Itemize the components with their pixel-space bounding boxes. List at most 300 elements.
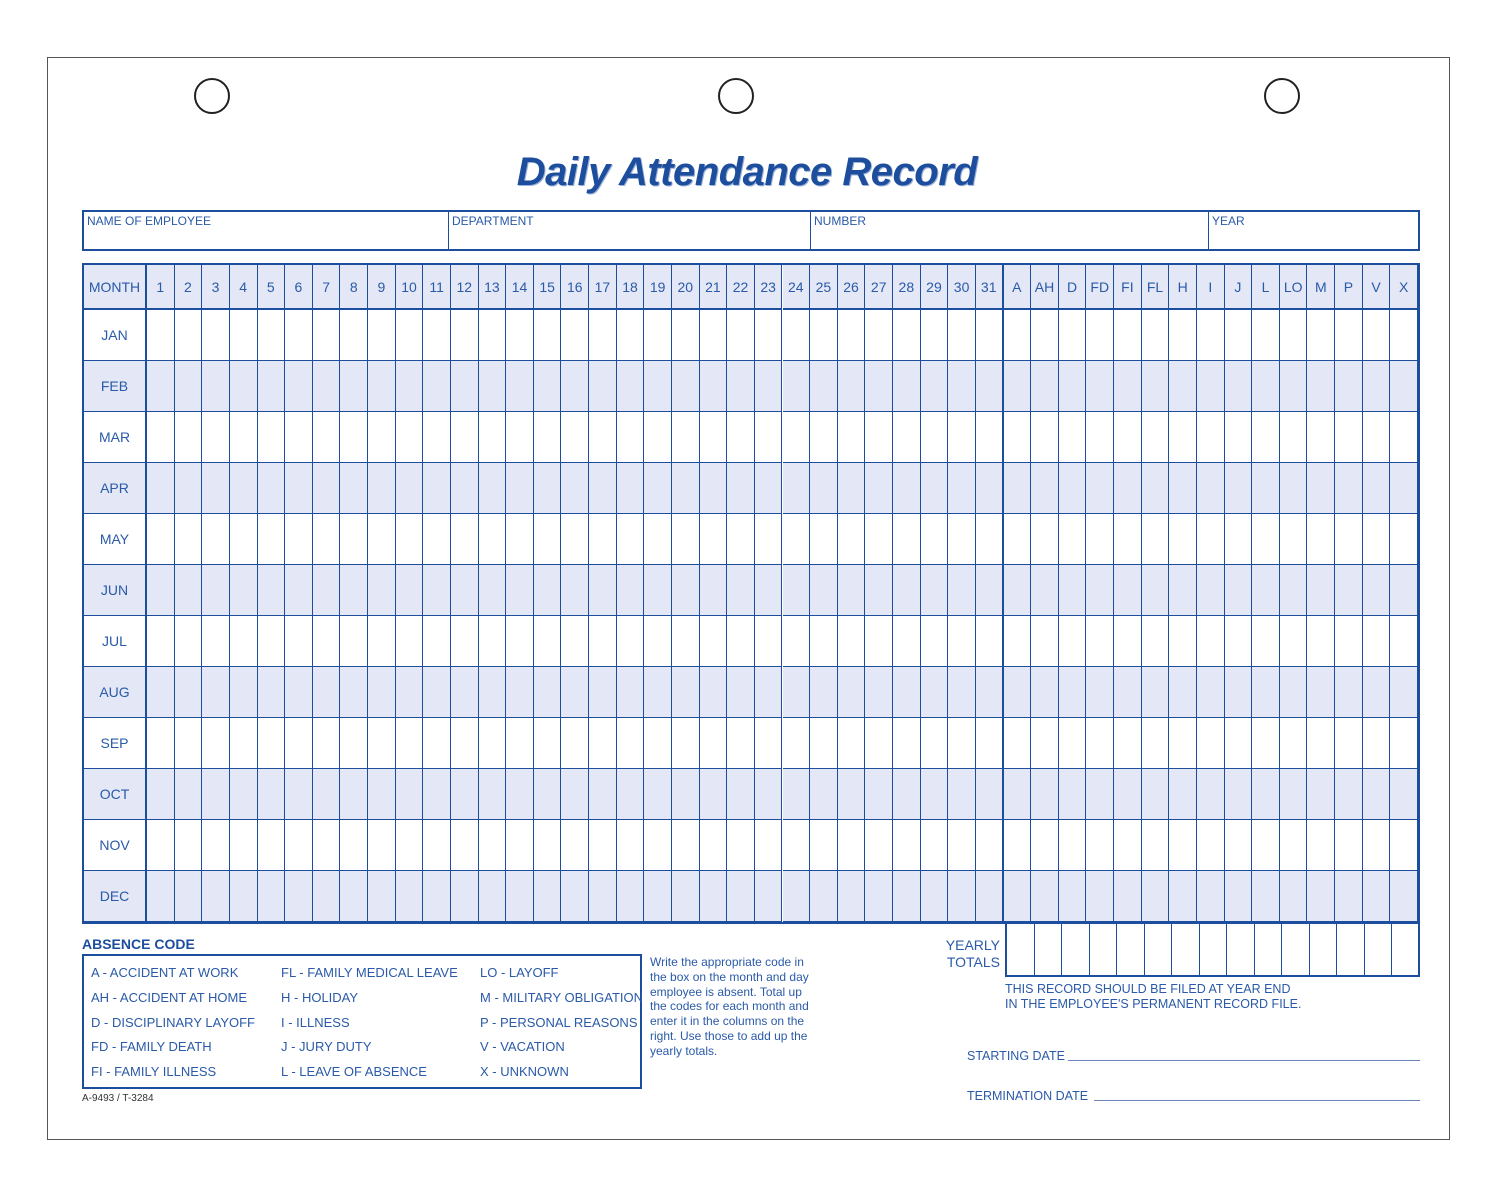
day-cell[interactable] — [423, 310, 451, 361]
day-cell[interactable] — [147, 616, 175, 667]
day-cell[interactable] — [976, 667, 1004, 718]
day-cell[interactable] — [506, 514, 534, 565]
day-cell[interactable] — [534, 514, 562, 565]
day-cell[interactable] — [727, 820, 755, 871]
day-cell[interactable] — [617, 565, 645, 616]
day-cell[interactable] — [230, 667, 258, 718]
code-total-cell[interactable] — [1307, 820, 1335, 871]
day-cell[interactable] — [175, 361, 203, 412]
day-cell[interactable] — [202, 871, 230, 922]
day-cell[interactable] — [644, 412, 672, 463]
code-total-cell[interactable] — [1252, 310, 1280, 361]
code-total-cell[interactable] — [1280, 514, 1308, 565]
day-cell[interactable] — [561, 514, 589, 565]
code-total-cell[interactable] — [1307, 310, 1335, 361]
code-total-cell[interactable] — [1142, 565, 1170, 616]
day-cell[interactable] — [948, 361, 976, 412]
day-cell[interactable] — [285, 463, 313, 514]
day-cell[interactable] — [534, 310, 562, 361]
day-cell[interactable] — [589, 820, 617, 871]
day-cell[interactable] — [561, 667, 589, 718]
code-total-cell[interactable] — [1086, 310, 1114, 361]
day-cell[interactable] — [479, 412, 507, 463]
day-cell[interactable] — [175, 769, 203, 820]
code-total-cell[interactable] — [1142, 310, 1170, 361]
day-cell[interactable] — [865, 820, 893, 871]
day-cell[interactable] — [893, 514, 921, 565]
day-cell[interactable] — [893, 769, 921, 820]
day-cell[interactable] — [368, 412, 396, 463]
day-cell[interactable] — [313, 514, 341, 565]
code-total-cell[interactable] — [1197, 820, 1225, 871]
day-cell[interactable] — [644, 616, 672, 667]
termination-date-input[interactable] — [1094, 1100, 1420, 1101]
day-cell[interactable] — [396, 769, 424, 820]
day-cell[interactable] — [423, 565, 451, 616]
code-total-cell[interactable] — [1390, 871, 1418, 922]
day-cell[interactable] — [672, 412, 700, 463]
day-cell[interactable] — [534, 769, 562, 820]
code-total-cell[interactable] — [1307, 616, 1335, 667]
day-cell[interactable] — [810, 361, 838, 412]
code-total-cell[interactable] — [1335, 361, 1363, 412]
day-cell[interactable] — [810, 310, 838, 361]
day-cell[interactable] — [506, 667, 534, 718]
day-cell[interactable] — [617, 616, 645, 667]
code-total-cell[interactable] — [1390, 412, 1418, 463]
day-cell[interactable] — [783, 310, 811, 361]
code-total-cell[interactable] — [1031, 820, 1059, 871]
day-cell[interactable] — [561, 718, 589, 769]
code-total-cell[interactable] — [1004, 361, 1032, 412]
day-cell[interactable] — [147, 871, 175, 922]
day-cell[interactable] — [589, 667, 617, 718]
code-total-cell[interactable] — [1169, 820, 1197, 871]
day-cell[interactable] — [423, 871, 451, 922]
day-cell[interactable] — [534, 871, 562, 922]
day-cell[interactable] — [479, 820, 507, 871]
day-cell[interactable] — [700, 667, 728, 718]
day-cell[interactable] — [368, 667, 396, 718]
day-cell[interactable] — [506, 820, 534, 871]
day-cell[interactable] — [755, 565, 783, 616]
day-cell[interactable] — [755, 871, 783, 922]
code-total-cell[interactable] — [1363, 871, 1391, 922]
code-total-cell[interactable] — [1307, 412, 1335, 463]
code-total-cell[interactable] — [1142, 718, 1170, 769]
day-cell[interactable] — [230, 820, 258, 871]
code-total-cell[interactable] — [1390, 514, 1418, 565]
code-total-cell[interactable] — [1031, 310, 1059, 361]
code-total-cell[interactable] — [1059, 718, 1087, 769]
day-cell[interactable] — [285, 565, 313, 616]
code-total-cell[interactable] — [1031, 616, 1059, 667]
day-cell[interactable] — [948, 871, 976, 922]
day-cell[interactable] — [534, 565, 562, 616]
day-cell[interactable] — [561, 412, 589, 463]
day-cell[interactable] — [396, 871, 424, 922]
day-cell[interactable] — [672, 514, 700, 565]
day-cell[interactable] — [479, 565, 507, 616]
code-total-cell[interactable] — [1390, 310, 1418, 361]
day-cell[interactable] — [589, 361, 617, 412]
code-total-cell[interactable] — [1335, 514, 1363, 565]
day-cell[interactable] — [672, 310, 700, 361]
day-cell[interactable] — [423, 361, 451, 412]
day-cell[interactable] — [202, 769, 230, 820]
day-cell[interactable] — [479, 718, 507, 769]
day-cell[interactable] — [838, 616, 866, 667]
code-total-cell[interactable] — [1059, 565, 1087, 616]
day-cell[interactable] — [644, 769, 672, 820]
day-cell[interactable] — [230, 871, 258, 922]
day-cell[interactable] — [451, 769, 479, 820]
day-cell[interactable] — [340, 463, 368, 514]
code-total-cell[interactable] — [1225, 361, 1253, 412]
day-cell[interactable] — [285, 667, 313, 718]
code-total-cell[interactable] — [1363, 667, 1391, 718]
code-total-cell[interactable] — [1390, 565, 1418, 616]
code-total-cell[interactable] — [1307, 361, 1335, 412]
day-cell[interactable] — [644, 310, 672, 361]
day-cell[interactable] — [976, 820, 1004, 871]
day-cell[interactable] — [313, 310, 341, 361]
day-cell[interactable] — [506, 310, 534, 361]
code-total-cell[interactable] — [1197, 361, 1225, 412]
day-cell[interactable] — [865, 514, 893, 565]
day-cell[interactable] — [202, 718, 230, 769]
code-total-cell[interactable] — [1252, 871, 1280, 922]
day-cell[interactable] — [147, 565, 175, 616]
day-cell[interactable] — [755, 463, 783, 514]
code-total-cell[interactable] — [1004, 769, 1032, 820]
day-cell[interactable] — [672, 667, 700, 718]
day-cell[interactable] — [948, 667, 976, 718]
day-cell[interactable] — [506, 463, 534, 514]
yearly-total-cell[interactable] — [1172, 923, 1200, 975]
code-total-cell[interactable] — [1252, 718, 1280, 769]
code-total-cell[interactable] — [1114, 667, 1142, 718]
day-cell[interactable] — [617, 514, 645, 565]
code-total-cell[interactable] — [1280, 769, 1308, 820]
day-cell[interactable] — [976, 361, 1004, 412]
code-total-cell[interactable] — [1225, 412, 1253, 463]
day-cell[interactable] — [258, 514, 286, 565]
code-total-cell[interactable] — [1225, 310, 1253, 361]
day-cell[interactable] — [479, 361, 507, 412]
day-cell[interactable] — [727, 412, 755, 463]
day-cell[interactable] — [340, 565, 368, 616]
day-cell[interactable] — [727, 616, 755, 667]
day-cell[interactable] — [672, 769, 700, 820]
day-cell[interactable] — [948, 310, 976, 361]
day-cell[interactable] — [451, 310, 479, 361]
day-cell[interactable] — [396, 616, 424, 667]
day-cell[interactable] — [838, 565, 866, 616]
yearly-total-cell[interactable] — [1282, 923, 1310, 975]
day-cell[interactable] — [755, 514, 783, 565]
day-cell[interactable] — [700, 514, 728, 565]
day-cell[interactable] — [893, 820, 921, 871]
day-cell[interactable] — [285, 769, 313, 820]
code-total-cell[interactable] — [1335, 616, 1363, 667]
day-cell[interactable] — [534, 616, 562, 667]
code-total-cell[interactable] — [1169, 463, 1197, 514]
day-cell[interactable] — [865, 361, 893, 412]
code-total-cell[interactable] — [1142, 361, 1170, 412]
day-cell[interactable] — [810, 667, 838, 718]
yearly-total-cell[interactable] — [1007, 923, 1035, 975]
code-total-cell[interactable] — [1086, 871, 1114, 922]
code-total-cell[interactable] — [1114, 871, 1142, 922]
day-cell[interactable] — [340, 361, 368, 412]
day-cell[interactable] — [313, 769, 341, 820]
day-cell[interactable] — [285, 616, 313, 667]
day-cell[interactable] — [451, 718, 479, 769]
day-cell[interactable] — [396, 310, 424, 361]
day-cell[interactable] — [451, 667, 479, 718]
day-cell[interactable] — [838, 769, 866, 820]
day-cell[interactable] — [230, 514, 258, 565]
code-total-cell[interactable] — [1197, 463, 1225, 514]
day-cell[interactable] — [755, 769, 783, 820]
day-cell[interactable] — [479, 769, 507, 820]
starting-date-input[interactable] — [1068, 1060, 1420, 1061]
code-total-cell[interactable] — [1280, 463, 1308, 514]
code-total-cell[interactable] — [1335, 463, 1363, 514]
code-total-cell[interactable] — [1086, 463, 1114, 514]
day-cell[interactable] — [175, 310, 203, 361]
code-total-cell[interactable] — [1363, 820, 1391, 871]
day-cell[interactable] — [838, 820, 866, 871]
code-total-cell[interactable] — [1004, 871, 1032, 922]
code-total-cell[interactable] — [1390, 718, 1418, 769]
code-total-cell[interactable] — [1390, 667, 1418, 718]
code-total-cell[interactable] — [1169, 616, 1197, 667]
day-cell[interactable] — [644, 667, 672, 718]
day-cell[interactable] — [700, 463, 728, 514]
day-cell[interactable] — [340, 310, 368, 361]
day-cell[interactable] — [783, 718, 811, 769]
code-total-cell[interactable] — [1031, 667, 1059, 718]
day-cell[interactable] — [258, 769, 286, 820]
code-total-cell[interactable] — [1335, 769, 1363, 820]
code-total-cell[interactable] — [1142, 412, 1170, 463]
day-cell[interactable] — [202, 514, 230, 565]
day-cell[interactable] — [976, 871, 1004, 922]
day-cell[interactable] — [810, 769, 838, 820]
day-cell[interactable] — [368, 820, 396, 871]
day-cell[interactable] — [783, 820, 811, 871]
day-cell[interactable] — [976, 718, 1004, 769]
day-cell[interactable] — [948, 565, 976, 616]
day-cell[interactable] — [423, 514, 451, 565]
day-cell[interactable] — [175, 565, 203, 616]
day-cell[interactable] — [506, 871, 534, 922]
code-total-cell[interactable] — [1280, 412, 1308, 463]
employee-name-field[interactable]: NAME OF EMPLOYEE — [87, 214, 212, 228]
code-total-cell[interactable] — [1252, 412, 1280, 463]
day-cell[interactable] — [810, 412, 838, 463]
day-cell[interactable] — [506, 412, 534, 463]
day-cell[interactable] — [810, 463, 838, 514]
code-total-cell[interactable] — [1335, 565, 1363, 616]
code-total-cell[interactable] — [1390, 769, 1418, 820]
code-total-cell[interactable] — [1363, 616, 1391, 667]
code-total-cell[interactable] — [1004, 667, 1032, 718]
day-cell[interactable] — [147, 361, 175, 412]
number-field[interactable]: NUMBER — [810, 212, 1208, 249]
day-cell[interactable] — [755, 820, 783, 871]
day-cell[interactable] — [147, 514, 175, 565]
day-cell[interactable] — [783, 769, 811, 820]
code-total-cell[interactable] — [1307, 769, 1335, 820]
day-cell[interactable] — [755, 718, 783, 769]
day-cell[interactable] — [589, 463, 617, 514]
day-cell[interactable] — [893, 616, 921, 667]
code-total-cell[interactable] — [1335, 412, 1363, 463]
day-cell[interactable] — [451, 616, 479, 667]
code-total-cell[interactable] — [1252, 616, 1280, 667]
code-total-cell[interactable] — [1142, 463, 1170, 514]
day-cell[interactable] — [617, 361, 645, 412]
code-total-cell[interactable] — [1086, 514, 1114, 565]
day-cell[interactable] — [893, 565, 921, 616]
day-cell[interactable] — [865, 718, 893, 769]
code-total-cell[interactable] — [1004, 310, 1032, 361]
code-total-cell[interactable] — [1086, 412, 1114, 463]
day-cell[interactable] — [285, 514, 313, 565]
day-cell[interactable] — [506, 769, 534, 820]
day-cell[interactable] — [479, 310, 507, 361]
day-cell[interactable] — [340, 667, 368, 718]
day-cell[interactable] — [976, 463, 1004, 514]
day-cell[interactable] — [340, 769, 368, 820]
code-total-cell[interactable] — [1169, 412, 1197, 463]
day-cell[interactable] — [644, 718, 672, 769]
day-cell[interactable] — [368, 871, 396, 922]
code-total-cell[interactable] — [1335, 871, 1363, 922]
day-cell[interactable] — [368, 310, 396, 361]
day-cell[interactable] — [589, 565, 617, 616]
code-total-cell[interactable] — [1031, 361, 1059, 412]
code-total-cell[interactable] — [1169, 871, 1197, 922]
code-total-cell[interactable] — [1031, 463, 1059, 514]
day-cell[interactable] — [175, 616, 203, 667]
code-total-cell[interactable] — [1197, 616, 1225, 667]
code-total-cell[interactable] — [1114, 718, 1142, 769]
code-total-cell[interactable] — [1169, 769, 1197, 820]
day-cell[interactable] — [202, 565, 230, 616]
day-cell[interactable] — [230, 718, 258, 769]
day-cell[interactable] — [865, 667, 893, 718]
day-cell[interactable] — [810, 871, 838, 922]
day-cell[interactable] — [534, 718, 562, 769]
day-cell[interactable] — [313, 463, 341, 514]
day-cell[interactable] — [258, 361, 286, 412]
day-cell[interactable] — [976, 310, 1004, 361]
day-cell[interactable] — [617, 667, 645, 718]
day-cell[interactable] — [838, 463, 866, 514]
day-cell[interactable] — [147, 463, 175, 514]
code-total-cell[interactable] — [1335, 310, 1363, 361]
day-cell[interactable] — [755, 361, 783, 412]
yearly-total-cell[interactable] — [1117, 923, 1145, 975]
day-cell[interactable] — [230, 769, 258, 820]
day-cell[interactable] — [313, 361, 341, 412]
day-cell[interactable] — [589, 718, 617, 769]
department-field[interactable]: DEPARTMENT — [448, 212, 810, 249]
day-cell[interactable] — [147, 310, 175, 361]
day-cell[interactable] — [617, 769, 645, 820]
code-total-cell[interactable] — [1225, 718, 1253, 769]
day-cell[interactable] — [948, 616, 976, 667]
day-cell[interactable] — [976, 565, 1004, 616]
day-cell[interactable] — [230, 463, 258, 514]
day-cell[interactable] — [921, 565, 949, 616]
day-cell[interactable] — [644, 463, 672, 514]
code-total-cell[interactable] — [1142, 871, 1170, 922]
day-cell[interactable] — [368, 616, 396, 667]
code-total-cell[interactable] — [1280, 565, 1308, 616]
day-cell[interactable] — [175, 718, 203, 769]
day-cell[interactable] — [976, 616, 1004, 667]
day-cell[interactable] — [644, 514, 672, 565]
day-cell[interactable] — [617, 310, 645, 361]
day-cell[interactable] — [258, 871, 286, 922]
day-cell[interactable] — [672, 565, 700, 616]
code-total-cell[interactable] — [1086, 565, 1114, 616]
day-cell[interactable] — [396, 463, 424, 514]
day-cell[interactable] — [589, 871, 617, 922]
day-cell[interactable] — [893, 667, 921, 718]
code-total-cell[interactable] — [1280, 667, 1308, 718]
day-cell[interactable] — [700, 769, 728, 820]
day-cell[interactable] — [175, 871, 203, 922]
code-total-cell[interactable] — [1390, 463, 1418, 514]
day-cell[interactable] — [340, 412, 368, 463]
day-cell[interactable] — [451, 463, 479, 514]
code-total-cell[interactable] — [1031, 412, 1059, 463]
day-cell[interactable] — [755, 616, 783, 667]
day-cell[interactable] — [727, 463, 755, 514]
day-cell[interactable] — [451, 412, 479, 463]
day-cell[interactable] — [589, 514, 617, 565]
day-cell[interactable] — [423, 463, 451, 514]
day-cell[interactable] — [838, 412, 866, 463]
day-cell[interactable] — [783, 565, 811, 616]
day-cell[interactable] — [921, 718, 949, 769]
day-cell[interactable] — [340, 514, 368, 565]
day-cell[interactable] — [479, 667, 507, 718]
day-cell[interactable] — [561, 616, 589, 667]
day-cell[interactable] — [423, 616, 451, 667]
day-cell[interactable] — [727, 667, 755, 718]
day-cell[interactable] — [948, 820, 976, 871]
code-total-cell[interactable] — [1307, 871, 1335, 922]
code-total-cell[interactable] — [1059, 310, 1087, 361]
day-cell[interactable] — [451, 871, 479, 922]
day-cell[interactable] — [727, 565, 755, 616]
day-cell[interactable] — [921, 667, 949, 718]
day-cell[interactable] — [423, 667, 451, 718]
day-cell[interactable] — [644, 361, 672, 412]
day-cell[interactable] — [313, 565, 341, 616]
day-cell[interactable] — [479, 871, 507, 922]
code-total-cell[interactable] — [1169, 361, 1197, 412]
day-cell[interactable] — [589, 310, 617, 361]
code-total-cell[interactable] — [1059, 820, 1087, 871]
